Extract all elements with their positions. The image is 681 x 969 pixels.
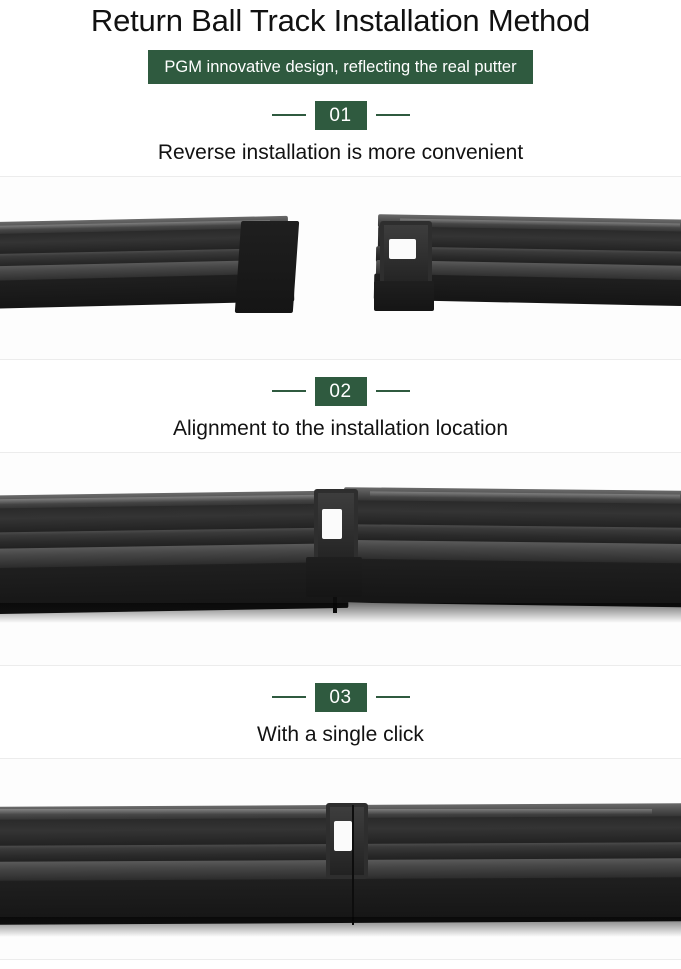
dash-right-icon bbox=[376, 696, 410, 698]
connector-clip-hole bbox=[322, 509, 342, 539]
dash-left-icon bbox=[272, 114, 306, 116]
page-title: Return Ball Track Installation Method bbox=[90, 3, 591, 38]
dash-left-icon bbox=[272, 696, 306, 698]
rail-left-endcap bbox=[235, 221, 299, 313]
product-detail-page bbox=[0, 2, 681, 969]
step-caption-03: With a single click bbox=[257, 723, 424, 746]
step-number-row-01 bbox=[0, 100, 681, 130]
step-image-01 bbox=[0, 176, 681, 360]
step-caption-01: Reverse installation is more convenient bbox=[157, 141, 524, 164]
step-badge-03: 03 bbox=[315, 683, 367, 712]
step-image-03 bbox=[0, 758, 681, 960]
dash-left-icon bbox=[272, 390, 306, 392]
connector-clip-base bbox=[306, 557, 362, 597]
rail3-joint-seam bbox=[352, 805, 354, 925]
connector-clip-base bbox=[374, 281, 434, 311]
step-number-row-03 bbox=[0, 682, 681, 712]
step-caption-02: Alignment to the installation location bbox=[172, 417, 509, 440]
rail2-shadow bbox=[0, 603, 681, 623]
subtitle-banner-wrap bbox=[0, 50, 681, 84]
subtitle-banner: PGM innovative design, reflecting the real putter bbox=[148, 50, 532, 84]
step-image-02 bbox=[0, 452, 681, 666]
connector-clip-hole bbox=[389, 239, 416, 259]
dash-right-icon bbox=[376, 390, 410, 392]
step-number-row-02 bbox=[0, 376, 681, 406]
rail3-shadow bbox=[0, 917, 681, 937]
connector-clip-hole bbox=[334, 821, 352, 851]
dash-right-icon bbox=[376, 114, 410, 116]
step-badge-01: 01 bbox=[315, 101, 367, 130]
rail2-right-lower bbox=[342, 559, 681, 608]
step-badge-02: 02 bbox=[315, 377, 367, 406]
